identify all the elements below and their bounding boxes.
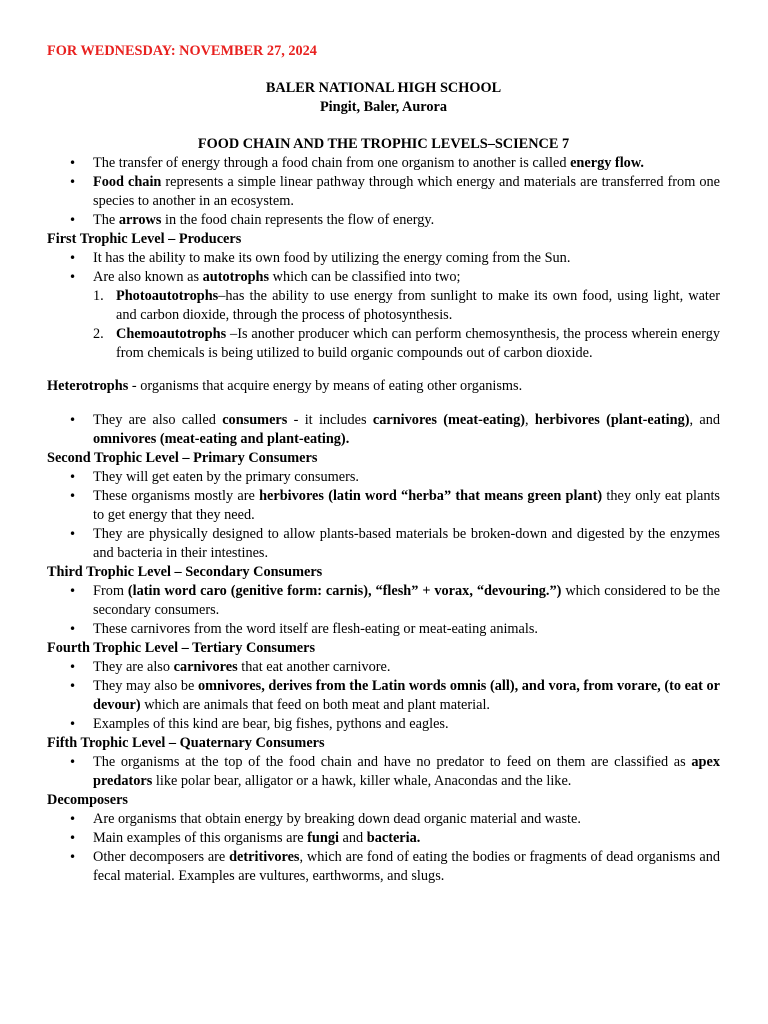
- list-item: • The transfer of energy through a food chain from one organism to another is called energy flow.: [47, 154, 720, 173]
- list-item: • Other decomposers are detritivores, which are fond of eating the bodies or fragments of dead organisms and fecal material. Examples are vultures, earthworms, and slugs.: [47, 848, 720, 886]
- section-heading-heterotrophs: Heterotrophs - organisms that acquire energy by means of eating other organisms.: [47, 378, 523, 395]
- section-heading-decomposers: Decomposers: [47, 791, 128, 808]
- document-body: [47, 42, 720, 886]
- list-item: • These organisms mostly are herbivores (latin word “herba” that means green plant) they only eat plants to get energy that they need.: [47, 487, 720, 525]
- decomposer-list: [47, 810, 720, 886]
- section-heading-third: Third Trophic Level – Secondary Consumers: [47, 563, 323, 580]
- document-title: FOOD CHAIN AND THE TROPHIC LEVELS–SCIENCE 7: [197, 136, 570, 152]
- autotroph-types-list: [47, 287, 720, 363]
- fourth-list: [47, 658, 720, 734]
- list-item: • Are organisms that obtain energy by breaking down dead organic material and waste.: [47, 810, 720, 829]
- list-item: • Are also known as autotrophs which can be classified into two;: [47, 268, 720, 287]
- first-list: [47, 249, 720, 287]
- list-item: • It has the ability to make its own food by utilizing the energy coming from the Sun.: [47, 249, 720, 268]
- section-heading-first: First Trophic Level – Producers: [47, 231, 242, 247]
- list-item: • They are physically designed to allow plants-based materials be broken-down and digested by the enzymes and bacteria in their intestines.: [47, 525, 720, 563]
- list-item: • Food chain represents a simple linear pathway through which energy and materials are transferred from one species to another in an ecosystem.: [47, 173, 720, 211]
- list-item: • They will get eaten by the primary consumers.: [47, 468, 720, 487]
- list-item: • These carnivores from the word itself are flesh-eating or meat-eating animals.: [47, 620, 720, 639]
- list-item: • They are also carnivores that eat another carnivore.: [47, 658, 720, 677]
- list-item: • The arrows in the food chain represents the flow of energy.: [47, 211, 720, 230]
- list-item: • From (latin word caro (genitive form: carnis), “flesh” + vorax, “devouring.”) which considered to be the secondary consumers.: [47, 582, 720, 620]
- second-list: [47, 468, 720, 563]
- list-item: 1. Photoautotrophs–has the ability to use energy from sunlight to make its own food, using light, water and carbon dioxide, through the process of photosynthesis.: [93, 288, 720, 323]
- list-item: • Examples of this kind are bear, big fishes, pythons and eagles.: [47, 715, 720, 734]
- section-heading-fourth: Fourth Trophic Level – Tertiary Consumers: [47, 639, 316, 656]
- section-heading-second: Second Trophic Level – Primary Consumers: [47, 449, 318, 466]
- school-name: BALER NATIONAL HIGH SCHOOL: [265, 80, 502, 96]
- list-item: • They are also called consumers - it includes carnivores (meat-eating), herbivores (plant-eating), and omnivores (meat-eating and plant-eating).: [47, 411, 720, 449]
- list-item: • They may also be omnivores, derives from the Latin words omnis (all), and vora, from vorare, (to eat or devour) which are animals that feed on both meat and plant material.: [47, 677, 720, 715]
- list-item: • Main examples of this organisms are fungi and bacteria.: [47, 829, 720, 848]
- list-item: 2. Chemoautotrophs –Is another producer which can perform chemosynthesis, the process wherein energy from chemicals is being utilized to build organic compounds out of carbon dioxide.: [93, 326, 720, 361]
- fifth-list: [47, 753, 720, 791]
- heterotroph-list: [47, 411, 720, 449]
- section-heading-fifth: Fifth Trophic Level – Quaternary Consumers: [47, 734, 325, 751]
- intro-list: [47, 154, 720, 230]
- date-line: FOR WEDNESDAY: NOVEMBER 27, 2024: [47, 43, 317, 59]
- school-location: Pingit, Baler, Aurora: [319, 99, 448, 115]
- third-list: [47, 582, 720, 639]
- list-item: • The organisms at the top of the food chain and have no predator to feed on them are classified as apex predators like polar bear, alligator or a hawk, killer whale, Anacondas and the like.: [47, 753, 720, 791]
